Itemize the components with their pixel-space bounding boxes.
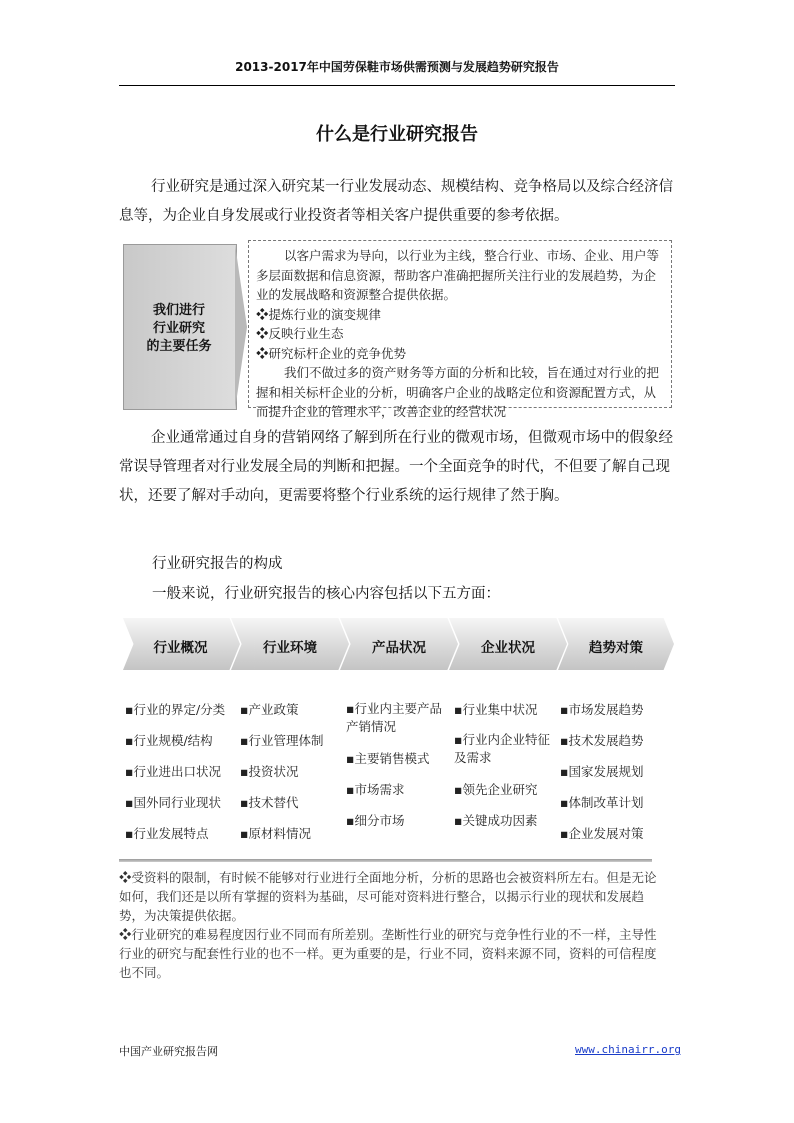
note-item: ❖受资料的限制，有时候不能够对行业进行全面地分析，分析的思路也会被资料所左右。但是无论如何，我们还是以所有掌握的资料为基础，尽可能对资料进行整合，以揭示行业的现状和发展趋势，为决策提供依据。 (119, 870, 657, 923)
list-item: ▪行业内主要产品产销情况 (346, 701, 442, 734)
task-bullet: ❖反映行业生态 (256, 326, 344, 341)
task-label (123, 302, 235, 356)
section-subtitle: 行业研究报告的构成 (152, 556, 283, 572)
header-divider (119, 85, 675, 86)
task-description (256, 246, 666, 422)
page-title: 什么是行业研究报告 (316, 124, 478, 145)
list-item: ▪细分市场 (346, 813, 405, 828)
list-item: ▪产业政策 (240, 702, 299, 717)
column-enterprises (454, 694, 550, 836)
column-products (346, 694, 446, 836)
footer-link[interactable]: www.chinairr.org (575, 1043, 681, 1056)
list-item: ▪行业规模/结构 (125, 733, 213, 748)
list-item: ▪关键成功因素 (454, 813, 538, 828)
five-aspects-intro: 一般来说，行业研究报告的核心内容包括以下五方面： (152, 586, 500, 602)
task-para1: 以客户需求为导向，以行业为主线，整合行业、市场、企业、用户等多层面数据和信息资源，帮助客户准确把握所关注行业的发展趋势，为企业的发展战略和资源整合提供依据。 (256, 248, 660, 302)
task-para2: 我们不做过多的资产财务等方面的分析和比较，旨在通过对行业的把握和相关标杆企业的分析，明确客户企业的战略定位和资源配置方式，从而提升企业的管理水平，改善企业的经营状况 (256, 365, 660, 419)
column-title-trends: 趋势对策 (589, 640, 643, 656)
list-item: ▪行业集中状况 (454, 702, 538, 717)
task-label-line: 我们进行 (152, 303, 205, 318)
notes-block (119, 868, 659, 982)
column-trends (560, 694, 672, 849)
intro-text: 行业研究是通过深入研究某一行业发展动态、规模结构、竞争格局以及综合经济信息等，为企业自身发展或行业投资者等相关客户提供重要的参考依据。 (119, 179, 673, 224)
list-item: ▪技术替代 (240, 795, 299, 810)
header-title: 2013-2017年中国劳保鞋市场供需预测与发展趋势研究报告 (235, 60, 559, 74)
list-item: ▪市场发展趋势 (560, 702, 644, 717)
list-item: ▪行业进出口状况 (125, 764, 221, 779)
footer-site-name: 中国产业研究报告网 (119, 1045, 218, 1058)
list-item: ▪市场需求 (346, 782, 405, 797)
list-item: ▪原材料情况 (240, 826, 311, 841)
notes-divider (119, 859, 652, 862)
list-item: ▪主要销售模式 (346, 751, 430, 766)
list-item: ▪行业发展特点 (125, 826, 209, 841)
list-item: ▪投资状况 (240, 764, 299, 779)
list-item: ▪国家发展规划 (560, 764, 644, 779)
task-label-line: 行业研究 (152, 321, 205, 336)
market-text: 企业通常通过自身的营销网络了解到所在行业的微观市场，但微观市场中的假象经常误导管理者对行业发展全局的判断和把握。一个全面竞争的时代，不但要了解自己现状，还要了解对手动向，更需要将整个行业系统的运行规律了然于胸。 (119, 430, 673, 504)
list-item: ▪企业发展对策 (560, 826, 644, 841)
list-item: ▪技术发展趋势 (560, 733, 644, 748)
column-overview (125, 694, 237, 849)
list-item: ▪行业内企业特征及需求 (454, 732, 550, 765)
column-title-enterprises: 企业状况 (481, 640, 535, 656)
column-title-overview: 行业概况 (153, 640, 208, 656)
market-paragraph (119, 424, 675, 511)
task-bullet: ❖研究标杆企业的竞争优势 (256, 345, 407, 361)
note-item: ❖行业研究的难易程度因行业不同而有所差别。垄断性行业的研究与竞争性行业的不一样，主导性行业的研究与配套性行业的也不一样。更为重要的是，行业不同，资料来源不同，资料的可信程度也不同。 (119, 927, 657, 980)
column-environment (240, 694, 344, 849)
list-item: ▪行业管理体制 (240, 733, 324, 748)
list-item: ▪体制改革计划 (560, 795, 644, 810)
task-bullet: ❖提炼行业的演变规律 (256, 306, 382, 322)
intro-paragraph (119, 173, 675, 231)
task-arrow-icon (235, 244, 247, 410)
list-item: ▪领先企业研究 (454, 782, 538, 797)
column-title-environment: 行业环境 (263, 640, 317, 656)
list-item: ▪国外同行业现状 (125, 795, 221, 810)
task-label-line: 的主要任务 (146, 339, 212, 354)
column-title-products: 产品状况 (372, 640, 426, 656)
list-item: ▪行业的界定/分类 (125, 702, 226, 717)
